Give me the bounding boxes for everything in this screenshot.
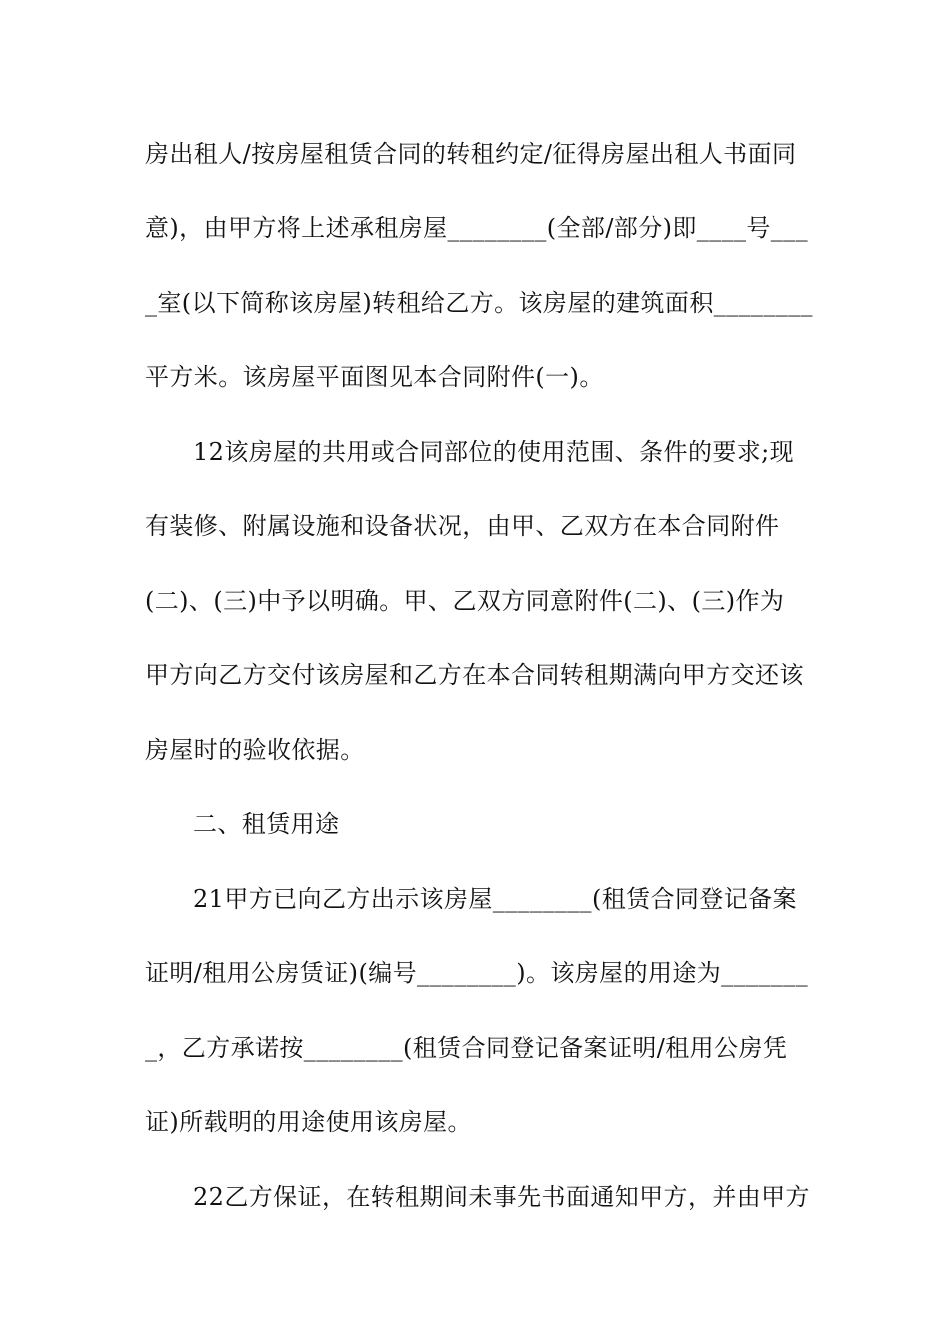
text-line: 平方米。该房屋平面图见本合同附件(一)。 [145,363,604,391]
paragraph-start-line: 12该房屋的共用或合同部位的使用范围、条件的要求;现 [193,438,795,466]
text-line: 意)，由甲方将上述承租房屋________(全部/部分)即____号___ [145,214,808,242]
paragraph-start-line: 22乙方保证，在转租期间未事先书面通知甲方，并由甲方 [193,1183,810,1211]
text-line: _室(以下简称该房屋)转租给乙方。该房屋的建筑面积________ [145,289,813,317]
text-line: 甲方向乙方交付该房屋和乙方在本合同转租期满向甲方交还该 [145,661,804,689]
text-line: 有装修、附属设施和设备状况，由甲、乙双方在本合同附件 [145,512,780,540]
paragraph-start-line: 21甲方已向乙方出示该房屋________(租赁合同登记备案 [193,885,797,913]
text-line: 房出租人/按房屋租赁合同的转租约定/征得房屋出租人书面同 [145,140,797,168]
text-line: 证)所载明的用途使用该房屋。 [145,1108,472,1136]
text-line: _，乙方承诺按________(租赁合同登记备案证明/租用公房凭 [145,1034,788,1062]
text-line: 证明/租用公房赁证)(编号________)。该房屋的用途为_______ [145,959,808,987]
section-heading: 二、租赁用途 [193,810,340,838]
text-line: 房屋时的验收依据。 [145,736,365,764]
text-line: (二)、(三)中予以明确。甲、乙双方同意附件(二)、(三)作为 [145,587,785,615]
